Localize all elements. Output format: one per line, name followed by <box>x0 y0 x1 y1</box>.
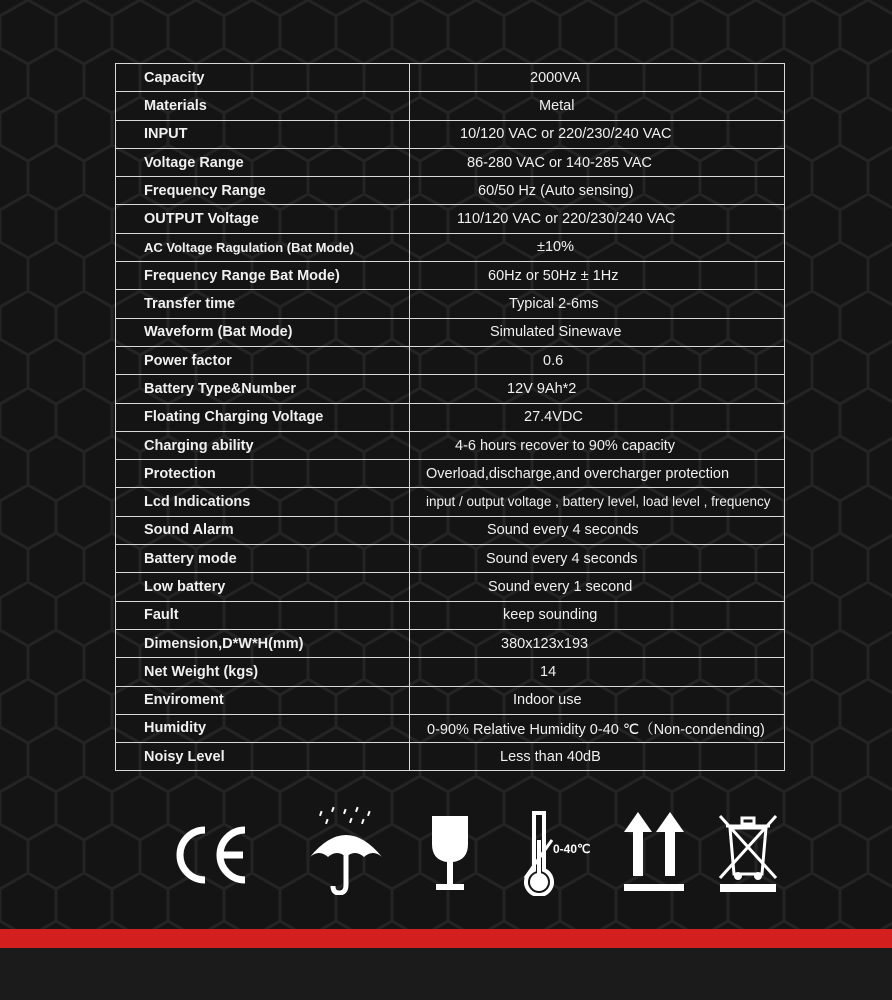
spec-row <box>116 686 785 714</box>
spec-value-cell <box>410 346 785 374</box>
spec-label: Dimension,D*W*H(mm) <box>116 629 410 657</box>
spec-label: Charging ability <box>116 431 410 459</box>
spec-row <box>116 346 785 374</box>
spec-value: Simulated Sinewave <box>490 324 622 341</box>
spec-label: Fault <box>116 601 410 629</box>
spec-value: keep sounding <box>503 607 598 624</box>
spec-value-cell <box>410 375 785 403</box>
spec-value: 60/50 Hz (Auto sensing) <box>478 182 634 199</box>
spec-value-cell <box>410 488 785 516</box>
spec-value-cell <box>410 403 785 431</box>
spec-value-cell <box>410 205 785 233</box>
spec-label: Capacity <box>116 64 410 92</box>
spec-value-cell <box>410 516 785 544</box>
temperature-range-icon <box>522 810 556 896</box>
spec-row <box>116 488 785 516</box>
this-way-up-icon <box>622 812 686 894</box>
spec-value: Metal <box>539 97 575 114</box>
spec-row <box>116 205 785 233</box>
spec-value-cell <box>410 92 785 120</box>
spec-value-cell <box>410 714 785 742</box>
spec-row <box>116 318 785 346</box>
spec-label: Floating Charging Voltage <box>116 403 410 431</box>
spec-label: Transfer time <box>116 290 410 318</box>
spec-value-cell <box>410 177 785 205</box>
spec-value-cell <box>410 658 785 686</box>
spec-row <box>116 64 785 92</box>
spec-row <box>116 290 785 318</box>
spec-value: 60Hz or 50Hz ± 1Hz <box>488 267 619 284</box>
spec-label: OUTPUT Voltage <box>116 205 410 233</box>
red-stripe <box>0 929 892 948</box>
spec-row <box>116 148 785 176</box>
spec-value: 27.4VDC <box>524 409 583 426</box>
spec-row <box>116 658 785 686</box>
spec-label: Battery Type&Number <box>116 375 410 403</box>
spec-value-cell <box>410 64 785 92</box>
spec-value-cell <box>410 318 785 346</box>
spec-value-cell <box>410 460 785 488</box>
ce-mark-icon <box>172 820 252 890</box>
spec-row <box>116 262 785 290</box>
spec-value: 110/120 VAC or 220/230/240 VAC <box>457 211 676 228</box>
spec-value-cell <box>410 629 785 657</box>
spec-value: 0.6 <box>543 352 564 369</box>
spec-label: Enviroment <box>116 686 410 714</box>
spec-label: Frequency Range Bat Mode) <box>116 262 410 290</box>
spec-row <box>116 375 785 403</box>
specification-table <box>115 63 785 771</box>
spec-value-cell <box>410 686 785 714</box>
spec-value-cell <box>410 120 785 148</box>
spec-row <box>116 573 785 601</box>
spec-label: Frequency Range <box>116 177 410 205</box>
spec-value: Indoor use <box>513 692 582 709</box>
spec-value-cell <box>410 743 785 771</box>
spec-label: Lcd Indications <box>116 488 410 516</box>
spec-row <box>116 545 785 573</box>
spec-value: 14 <box>540 663 557 680</box>
spec-label: Battery mode <box>116 545 410 573</box>
bottom-bar <box>0 948 892 1000</box>
spec-value: 12V 9Ah*2 <box>507 380 577 397</box>
spec-value-cell <box>410 545 785 573</box>
spec-value: Sound every 1 second <box>488 578 633 595</box>
temperature-range-label: 0-40℃ <box>553 842 591 856</box>
spec-row <box>116 601 785 629</box>
spec-value-cell <box>410 601 785 629</box>
spec-value-cell <box>410 262 785 290</box>
spec-row <box>116 516 785 544</box>
spec-value: Typical 2-6ms <box>509 296 599 313</box>
spec-value: 2000VA <box>530 69 581 86</box>
spec-row <box>116 629 785 657</box>
spec-row <box>116 177 785 205</box>
spec-row <box>116 714 785 742</box>
spec-value: input / output voltage , battery level, load level , frequency <box>426 494 771 510</box>
spec-row <box>116 120 785 148</box>
spec-value: Sound every 4 seconds <box>486 550 638 567</box>
weee-bin-icon <box>716 812 780 894</box>
spec-label: Humidity <box>116 714 410 742</box>
spec-row <box>116 403 785 431</box>
spec-value: Sound every 4 seconds <box>487 522 639 539</box>
spec-label: INPUT <box>116 120 410 148</box>
spec-row <box>116 233 785 261</box>
spec-label: Protection <box>116 460 410 488</box>
spec-value: 86-280 VAC or 140-285 VAC <box>467 154 652 171</box>
spec-label: Waveform (Bat Mode) <box>116 318 410 346</box>
spec-label: Power factor <box>116 346 410 374</box>
spec-label: AC Voltage Ragulation (Bat Mode) <box>116 233 410 261</box>
spec-row <box>116 743 785 771</box>
spec-value-cell <box>410 290 785 318</box>
spec-label: Noisy Level <box>116 743 410 771</box>
spec-value-cell <box>410 431 785 459</box>
spec-value-cell <box>410 573 785 601</box>
spec-row <box>116 460 785 488</box>
spec-row <box>116 431 785 459</box>
spec-value: 0-90% Relative Humidity 0-40 ℃（Non-condending) <box>427 721 765 738</box>
spec-label: Low battery <box>116 573 410 601</box>
spec-value: 380x123x193 <box>501 635 589 652</box>
certification-icons <box>0 800 892 900</box>
spec-label: Sound Alarm <box>116 516 410 544</box>
spec-value: ±10% <box>537 239 574 256</box>
spec-label: Voltage Range <box>116 148 410 176</box>
spec-value-cell <box>410 233 785 261</box>
spec-value: Less than 40dB <box>500 748 601 765</box>
spec-value-cell <box>410 148 785 176</box>
fragile-icon <box>428 814 472 894</box>
spec-value: 4-6 hours recover to 90% capacity <box>455 437 676 454</box>
spec-label: Materials <box>116 92 410 120</box>
spec-row <box>116 92 785 120</box>
spec-value: 10/120 VAC or 220/230/240 VAC <box>460 126 672 143</box>
spec-label: Net Weight (kgs) <box>116 658 410 686</box>
keep-dry-icon <box>306 805 386 895</box>
spec-value: Overload,discharge,and overcharger protection <box>426 465 730 482</box>
